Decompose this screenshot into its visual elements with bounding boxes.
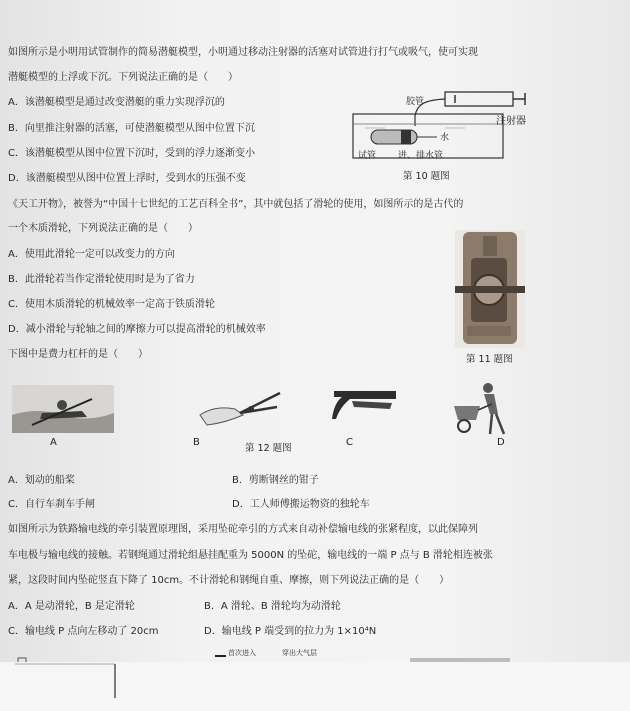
label-test-tube: 试管	[358, 151, 377, 161]
q13-option-a: A．A 是动滑轮，B 是定滑轮	[8, 601, 135, 612]
fig11-caption: 第 11 题图	[466, 354, 513, 365]
q11-option-d: D．减小滑轮与轮轴之间的摩擦力可以提高滑轮的机械效率	[8, 324, 266, 335]
q11-option-a: A．使用此滑轮一定可以改变力的方向	[8, 249, 175, 260]
cut-corner-mark	[15, 662, 125, 702]
q12-label-b: B	[193, 437, 200, 448]
label-syringe: 注射器	[496, 116, 526, 127]
fig12-caption: 第 12 题图	[245, 443, 292, 454]
q12-stem: 下图中是费力杠杆的是（ ）	[8, 349, 148, 360]
q12-image-b-pliers	[195, 385, 285, 433]
q12-image-a-rowing	[12, 385, 114, 433]
q10-stem-line1: 如图所示是小明用试管制作的简易潜艇模型，小明通过移动注射器的活塞对试管进行打气或吸气，使可实现	[8, 47, 478, 58]
q10-option-a: A．该潜艇模型是通过改变潜艇的重力实现浮沉的	[8, 97, 225, 108]
q12-label-c: C	[346, 437, 353, 448]
fig10-caption: 第 10 题图	[403, 171, 450, 182]
q11-option-b: B．此滑轮若当作定滑轮使用时是为了省力	[8, 274, 195, 285]
q10-option-b: B．向里推注射器的活塞，可使潜艇模型从图中位置下沉	[8, 123, 255, 134]
next-fig-label-first-entry: 首次进入	[228, 649, 256, 657]
q12-image-d-wheelbarrow	[450, 380, 520, 438]
q12-image-c-brake-lever	[330, 385, 400, 425]
q11-stem-line2: 一个木质滑轮，下列说法正确的是（ ）	[8, 223, 198, 234]
q13-option-b: B．A 滑轮、B 滑轮均为动滑轮	[204, 601, 341, 612]
q12-option-d: D．工人师傅搬运物资的独轮车	[232, 499, 370, 510]
label-rubber-tube: 胶管	[406, 97, 425, 107]
q12-label-a: A	[50, 437, 57, 448]
q12-option-b: B．剪断钢丝的钳子	[232, 475, 319, 486]
label-water: 水	[440, 133, 450, 143]
q11-stem-line1: 《天工开物》，被誉为“中国十七世纪的工艺百科全书”，其中就包括了滑轮的使用，如图所示的是古代的	[8, 199, 464, 210]
q12-option-a: A．划动的船桨	[8, 475, 75, 486]
q13-stem-line3: 紧，这段时间内坠砣竖直下降了 10cm。不计滑轮和钢绳自重、摩擦，则下列说法正确的是（ ）	[8, 575, 450, 586]
q12-label-d: D	[497, 437, 505, 448]
q13-option-d: D．输电线 P 端受到的拉力为 1×10⁴N	[204, 626, 377, 637]
q10-stem-line2: 潜艇模型的上浮或下沉。下列说法正确的是（ ）	[8, 72, 238, 83]
q12-option-c: C．自行车刹车手闸	[8, 499, 95, 510]
q10-option-d: D．该潜艇模型从图中位置上浮时，受到水的压强不变	[8, 173, 246, 184]
next-fig-label-exit-atmosphere: 穿出大气层	[282, 649, 317, 657]
q11-wooden-pulley-photo	[455, 230, 525, 348]
q10-option-c: C．该潜艇模型从图中位置下沉时，受到的浮力逐渐变小	[8, 148, 255, 159]
q13-stem-line2: 车电极与输电线的接触。若钢绳通过滑轮组悬挂配重为 5000N 的坠砣，输电线的一端 P 点与 B 滑轮相连被张	[8, 550, 493, 561]
q11-option-c: C．使用木质滑轮的机械效率一定高于铁质滑轮	[8, 299, 215, 310]
label-inlet-outlet-pipe: 进、排水管	[398, 151, 444, 161]
q13-option-c: C．输电线 P 点向左移动了 20cm	[8, 626, 159, 637]
q13-stem-line1: 如图所示为铁路输电线的牵引装置原理图，采用坠砣牵引的方式来自动补偿输电线的张紧程度，以此保障列	[8, 524, 478, 535]
